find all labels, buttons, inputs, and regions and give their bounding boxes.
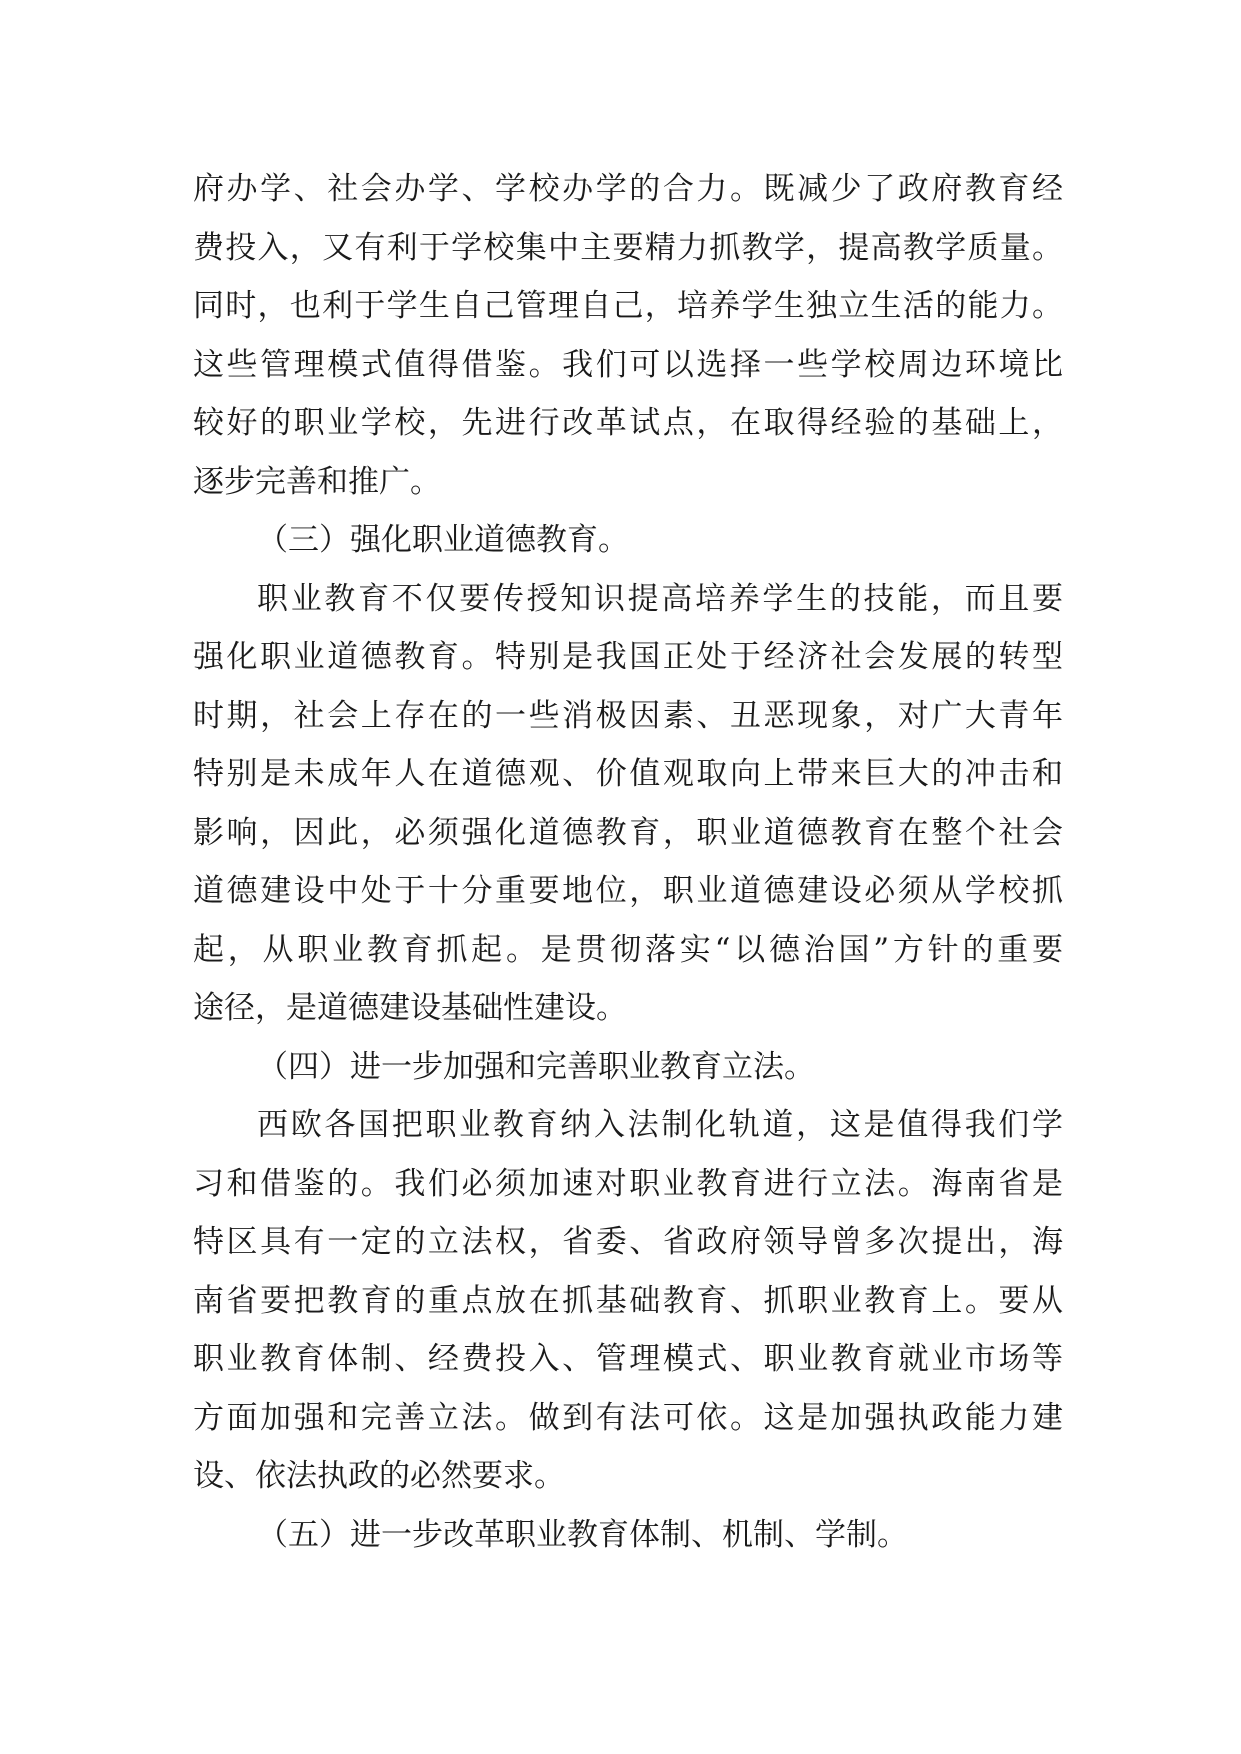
text-line: 职业教育体制、经费投入、管理模式、职业教育就业市场等	[193, 1341, 1063, 1377]
text-line: 强化职业道德教育。特别是我国正处于经济社会发展的转型	[193, 639, 1063, 675]
text-line: 起，从职业教育抓起。是贯彻落实“以德治国”方针的重要	[193, 931, 1063, 968]
text-line: 特别是未成年人在道德观、价值观取向上带来巨大的冲击和	[193, 756, 1063, 792]
text-line: 方面加强和完善立法。做到有法可依。这是加强执政能力建	[193, 1399, 1063, 1436]
text-line: 较好的职业学校，先进行改革试点，在取得经验的基础上，	[193, 405, 1063, 441]
text-line: 特区具有一定的立法权，省委、省政府领导曾多次提出，海	[193, 1224, 1063, 1260]
text-line: （三）强化职业道德教育。	[257, 522, 629, 558]
text-line: 习和借鉴的。我们必须加速对职业教育进行立法。海南省是	[193, 1165, 1063, 1202]
text-line: 途径，是道德建设基础性建设。	[193, 990, 627, 1026]
text-line: 费投入，又有利于学校集中主要精力抓教学，提高教学质量。	[193, 229, 1063, 266]
text-line: （五）进一步改革职业教育体制、机制、学制。	[257, 1516, 908, 1553]
text-line: （四）进一步加强和完善职业教育立法。	[257, 1048, 815, 1085]
text-line: 这些管理模式值得借鉴。我们可以选择一些学校周边环境比	[193, 346, 1063, 383]
text-line: 时期，社会上存在的一些消极因素、丑恶现象，对广大青年	[193, 697, 1063, 734]
text-line: 西欧各国把职业教育纳入法制化轨道，这是值得我们学	[257, 1107, 1063, 1143]
text-line: 同时，也利于学生自己管理自己，培养学生独立生活的能力。	[193, 288, 1063, 324]
text-line: 道德建设中处于十分重要地位，职业道德建设必须从学校抓	[193, 873, 1063, 909]
text-line: 逐步完善和推广。	[193, 463, 441, 500]
text-line: 影响，因此，必须强化道德教育，职业道德教育在整个社会	[193, 814, 1063, 851]
text-line: 南省要把教育的重点放在抓基础教育、抓职业教育上。要从	[193, 1282, 1063, 1319]
document-body	[193, 160, 1063, 1564]
text-line: 设、依法执政的必然要求。	[193, 1458, 565, 1494]
text-line: 府办学、社会办学、学校办学的合力。既减少了政府教育经	[193, 171, 1063, 207]
text-line: 职业教育不仅要传授知识提高培养学生的技能，而且要	[257, 580, 1063, 617]
